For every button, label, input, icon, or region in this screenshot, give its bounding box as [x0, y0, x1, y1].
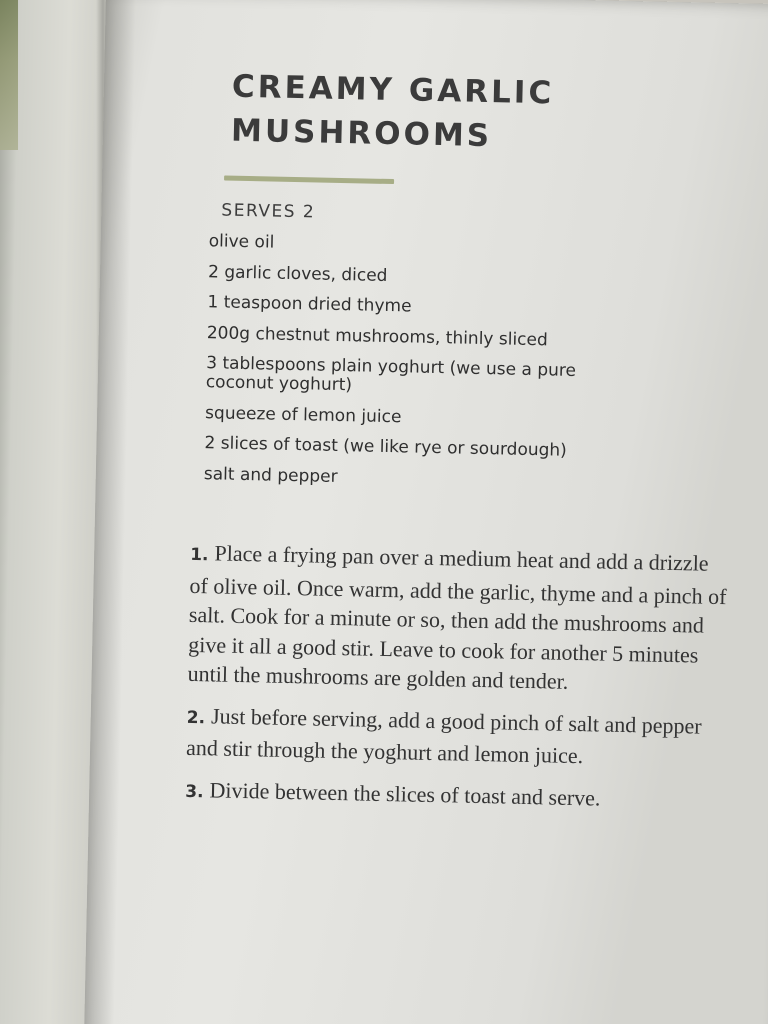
recipe-page	[84, 0, 768, 1024]
step-text: Divide between the slices of toast and serve.	[209, 776, 601, 811]
title-divider	[224, 176, 394, 185]
step-number: 2.	[186, 707, 206, 728]
method-step	[185, 774, 726, 818]
step-number: 3.	[185, 781, 204, 802]
step-number: 1.	[189, 544, 209, 566]
step-text: Just before serving, add a good pinch of salt and pepper and stir through the yoghurt and lemon juice.	[185, 702, 702, 769]
method-step	[186, 700, 727, 773]
ingredient-item: 2 garlic cloves, diced	[207, 261, 388, 286]
recipe-title: CREAMY GARLIC MUSHROOMS	[230, 68, 555, 155]
ingredient-item: 200g chestnut mushrooms, thinly sliced	[206, 322, 548, 350]
ingredient-item: 1 teaspoon dried thyme	[207, 292, 412, 317]
serves-label: SERVES 2	[221, 200, 316, 223]
ingredient-list	[203, 232, 648, 504]
ingredient-item: 2 slices of toast (we like rye or sourdough)	[204, 433, 568, 461]
ingredient-item: 3 tablespoons plain yoghurt (we use a pure coconut yoghurt)	[205, 353, 577, 396]
ingredient-item: salt and pepper	[203, 463, 338, 487]
method-steps	[185, 538, 731, 830]
cover-edge	[0, 0, 18, 150]
ingredient-item: squeeze of lemon juice	[204, 402, 402, 427]
step-text: Place a frying pan over a medium heat and add a drizzle of olive oil. Once warm, add the garlic, thyme and a pinch of salt. Cook for a minute or so, then add the mushrooms and give it all a good stir. Leave to cook for another 5 minutes until the mushrooms are golden and tender.	[187, 540, 727, 694]
method-step	[187, 538, 730, 700]
ingredient-item: olive oil	[208, 231, 275, 253]
